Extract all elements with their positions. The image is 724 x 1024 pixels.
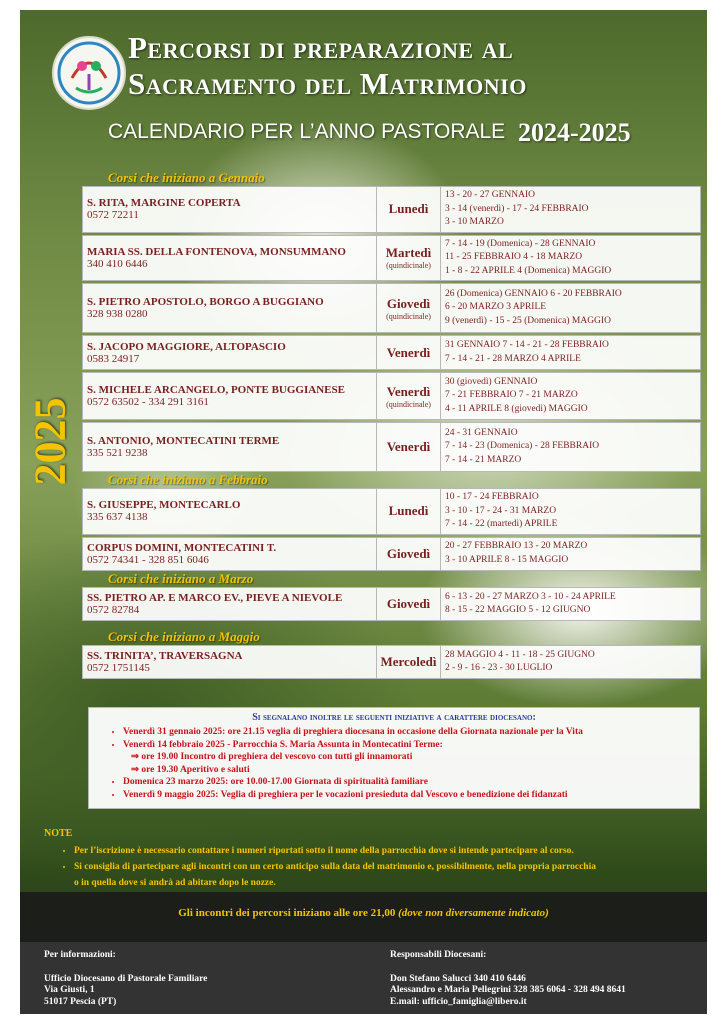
diocese-family-logo — [52, 36, 126, 110]
weekday-cell — [377, 284, 441, 332]
dates-cell — [441, 187, 700, 232]
date-line: 26 (Domenica) GENNAIO 6 - 20 FEBBRAIO — [445, 288, 622, 299]
initiative-item: • Venerdì 9 maggio 2025: Veglia di preghiera per le vocazioni presieduta dal Vescovo e benedizione dei fidanzati — [123, 789, 691, 802]
weekday: Lunedì — [388, 503, 429, 519]
weekday: Lunedì — [388, 201, 429, 217]
initiative-subitem: ⇒ ore 19.30 Aperitivo e saluti — [131, 764, 250, 775]
date-line: 3 - 10 MARZO — [445, 217, 504, 227]
date-line: 10 - 17 - 24 FEBBRAIO — [445, 492, 539, 502]
weekday-cell — [377, 187, 441, 232]
parish-cell — [83, 187, 377, 232]
section-marzo: Corsi che iniziano a Marzo — [108, 571, 254, 586]
date-line: 6 - 13 - 20 - 27 MARZO 3 - 10 - 24 APRILE — [445, 591, 616, 602]
diocesan-initiatives — [88, 707, 700, 809]
parish-name: CORPUS DOMINI, MONTECATINI T. — [87, 541, 277, 554]
parish-cell — [83, 336, 377, 369]
side-year: 2025 — [25, 397, 75, 486]
weekday: Giovedì — [386, 545, 431, 561]
parish-cell — [83, 236, 377, 281]
course-row — [82, 537, 701, 571]
parish-phone: 0583 24917 — [87, 352, 140, 365]
date-line: 3 - 14 (venerdì) - 17 - 24 FEBBRAIO — [445, 203, 589, 214]
parish-phone: 0572 82784 — [87, 604, 140, 616]
rows-maggio — [82, 645, 701, 681]
weekday: Giovedì — [386, 295, 431, 311]
start-time-text: Gli incontri dei percorsi iniziano alle ore 21,00 — [178, 907, 396, 919]
parish-cell — [83, 373, 377, 419]
course-row — [82, 422, 701, 472]
note-item: • Si consiglia di partecipare agli incontri con un certo anticipo sulla data del matrimonio e, possibilmente, nella propria parrocchia — [74, 859, 694, 875]
date-line: 7 - 21 FEBBRAIO 7 - 21 MARZO — [445, 390, 578, 401]
initiative-item: • Venerdì 14 febbraio 2025 - Parrocchia S. Maria Assunta in Montecatini Terme: — [123, 739, 691, 752]
dates-cell — [441, 538, 700, 570]
poster-title — [128, 30, 527, 102]
section-maggio: Corsi che iniziano a Maggio — [108, 629, 260, 644]
frequency-note: (quindicinale) — [386, 261, 431, 271]
weekday-cell — [377, 373, 441, 419]
info-title: Per informazioni: — [44, 950, 116, 960]
parish-cell — [83, 423, 377, 471]
rows-marzo — [82, 587, 701, 623]
parish-cell — [83, 284, 377, 332]
title-line-2: Sacramento del Matrimonio — [128, 66, 527, 101]
notes-title: NOTE — [44, 828, 73, 839]
weekday-cell — [377, 538, 441, 570]
initiative-item: • Domenica 23 marzo 2025: ore 10.00-17.00 Giornata di spiritualità familiare — [123, 776, 691, 789]
parish-phone: 340 410 6446 — [87, 257, 148, 270]
date-line: 30 (giovedì) GENNAIO — [445, 376, 538, 387]
initiatives-list-2 — [97, 776, 691, 801]
email-link[interactable]: E.mail: ufficio_famiglia@libero.it — [390, 996, 527, 1007]
date-line: 7 - 14 - 22 (martedì) APRILE — [445, 519, 558, 529]
date-line: 24 - 31 GENNAIO — [445, 427, 518, 438]
dates-cell — [441, 489, 700, 534]
dates-cell — [441, 336, 700, 369]
parish-phone: 328 938 0280 — [87, 308, 148, 320]
date-line: 7 - 14 - 21 - 28 MARZO 4 APRILE — [445, 353, 581, 364]
parish-name: S. GIUSEPPE, MONTECARLO — [87, 499, 241, 512]
date-line: 2 - 9 - 16 - 23 - 30 LUGLIO — [445, 663, 553, 673]
weekday: Martedì — [385, 245, 432, 261]
parish-name: S. ANTONIO, MONTECATINI TERME — [87, 435, 280, 447]
date-line: 28 MAGGIO 4 - 11 - 18 - 25 GIUGNO — [445, 649, 595, 660]
date-line: 11 - 25 FEBBRAIO 4 - 18 MARZO — [445, 252, 583, 262]
dates-cell — [441, 423, 700, 471]
weekday: Venerdì — [386, 383, 431, 399]
parish-cell — [83, 538, 377, 570]
weekday-cell — [377, 646, 441, 678]
parish-cell — [83, 588, 377, 620]
info-line: Via Giusti, 1 — [44, 985, 95, 995]
course-row — [82, 283, 701, 333]
date-line: 8 - 15 - 22 MAGGIO 5 - 12 GIUGNO — [445, 605, 591, 615]
course-row — [82, 186, 701, 233]
parish-phone: 335 637 4138 — [87, 511, 148, 524]
initiative-subitem: ⇒ ore 19.00 Incontro di preghiera del vescovo con tutti gli innamorati — [131, 752, 413, 762]
initiatives-list — [97, 726, 691, 751]
course-row — [82, 587, 701, 621]
date-line: 13 - 20 - 27 GENNAIO — [445, 190, 535, 200]
parish-phone: 0572 72211 — [87, 209, 139, 222]
responsible-line: Alessandro e Maria Pellegrini 328 385 6064 - 328 494 8641 — [390, 985, 626, 995]
rows-febbraio — [82, 488, 701, 573]
start-time-note: (dove non diversamente indicato) — [398, 907, 549, 919]
weekday-cell — [377, 489, 441, 534]
parish-phone: 335 521 9238 — [87, 447, 148, 459]
dates-cell — [441, 236, 700, 281]
date-line: 4 - 11 APRILE 8 (giovedì) MAGGIO — [445, 403, 588, 414]
weekday: Mercoledì — [380, 654, 437, 669]
responsible-line: Don Stefano Salucci 340 410 6446 — [390, 973, 526, 984]
dates-cell — [441, 646, 700, 678]
section-febbraio: Corsi che iniziano a Febbraio — [108, 472, 268, 487]
parish-cell — [83, 646, 377, 678]
parish-name: SS. TRINITA’, TRAVERSAGNA — [87, 650, 243, 662]
parish-cell — [83, 489, 377, 534]
notes — [44, 828, 694, 891]
date-line: 9 (venerdì) - 15 - 25 (Domenica) MAGGIO — [445, 315, 611, 326]
note-item: o in quella dove si andrà ad abitare dopo le nozze. — [74, 878, 276, 888]
initiative-item: • Venerdì 31 gennaio 2025: ore 21.15 veglia di preghiera diocesana in occasione della Giornata nazionale per la Vita — [123, 726, 691, 739]
date-line: 31 GENNAIO 7 - 14 - 21 - 28 FEBBRAIO — [445, 340, 609, 350]
title-line-1: Percorsi di preparazione al — [128, 30, 514, 65]
parish-phone: 0572 63502 - 334 291 3161 — [87, 396, 209, 408]
rows-gennaio — [82, 186, 701, 474]
pastoral-year: 2024-2025 — [518, 118, 631, 147]
course-row — [82, 372, 701, 420]
initiatives-title: Si segnalano inoltre le seguenti iniziative a carattere diocesano: — [252, 712, 536, 723]
course-row — [82, 335, 701, 370]
responsible-title: Responsabili Diocesani: — [390, 950, 487, 960]
dates-cell — [441, 588, 700, 620]
info-line: 51017 Pescia (PT) — [44, 996, 117, 1007]
weekday: Venerdì — [386, 344, 431, 360]
parish-name: SS. PIETRO AP. E MARCO EV., PIEVE A NIEVOLE — [87, 592, 343, 604]
start-time-line — [20, 907, 707, 919]
course-row — [82, 645, 701, 679]
weekday-cell — [377, 423, 441, 471]
course-row — [82, 488, 701, 535]
section-gennaio: Corsi che iniziano a Gennaio — [108, 170, 265, 185]
parish-phone: 0572 1751145 — [87, 662, 150, 674]
date-line: 3 - 10 APRILE 8 - 15 MAGGIO — [445, 554, 569, 565]
family-logo-icon — [54, 38, 124, 108]
date-line: 1 - 8 - 22 APRILE 4 (Domenica) MAGGIO — [445, 265, 612, 276]
info-block — [44, 950, 207, 1008]
weekday: Venerdì — [386, 439, 431, 454]
dates-cell — [441, 284, 700, 332]
parish-name: MARIA SS. DELLA FONTENOVA, MONSUMMANO — [87, 245, 346, 258]
frequency-note: (quindicinale) — [386, 311, 431, 321]
info-line: Ufficio Diocesano di Pastorale Familiare — [44, 973, 208, 984]
parish-name: S. PIETRO APOSTOLO, BORGO A BUGGIANO — [87, 296, 324, 308]
parish-name: S. RITA, MARGINE COPERTA — [87, 197, 241, 210]
date-line: 20 - 27 FEBBRAIO 13 - 20 MARZO — [445, 541, 588, 551]
course-row — [82, 235, 701, 282]
parish-phone: 0572 74341 - 328 851 6046 — [87, 553, 209, 566]
weekday-cell — [377, 588, 441, 620]
parish-name: S. MICHELE ARCANGELO, PONTE BUGGIANESE — [87, 384, 345, 396]
poster — [20, 10, 707, 1014]
weekday-cell — [377, 336, 441, 369]
notes-list — [44, 843, 694, 891]
note-item: • Per l’iscrizione è necessario contattare i numeri riportati sotto il nome della parrocchia dove si intende partecipare al corso. — [74, 843, 694, 859]
date-line: 7 - 14 - 21 MARZO — [445, 454, 522, 465]
parish-name: S. JACOPO MAGGIORE, ALTOPASCIO — [87, 340, 286, 353]
calendar-subtitle: CALENDARIO PER L’ANNO PASTORALE — [108, 120, 506, 143]
frequency-note: (quindicinale) — [386, 399, 431, 409]
date-line: 6 - 20 MARZO 3 APRILE — [445, 302, 547, 313]
date-line: 7 - 14 - 23 (Domenica) - 28 FEBBRAIO — [445, 441, 600, 452]
date-line: 7 - 14 - 19 (Domenica) - 28 GENNAIO — [445, 238, 596, 249]
responsible-block — [390, 950, 626, 1008]
dates-cell — [441, 373, 700, 419]
date-line: 3 - 10 - 17 - 24 - 31 MARZO — [445, 505, 557, 516]
weekday-cell — [377, 236, 441, 281]
weekday: Giovedì — [386, 596, 431, 611]
contact-footer — [20, 942, 707, 1014]
